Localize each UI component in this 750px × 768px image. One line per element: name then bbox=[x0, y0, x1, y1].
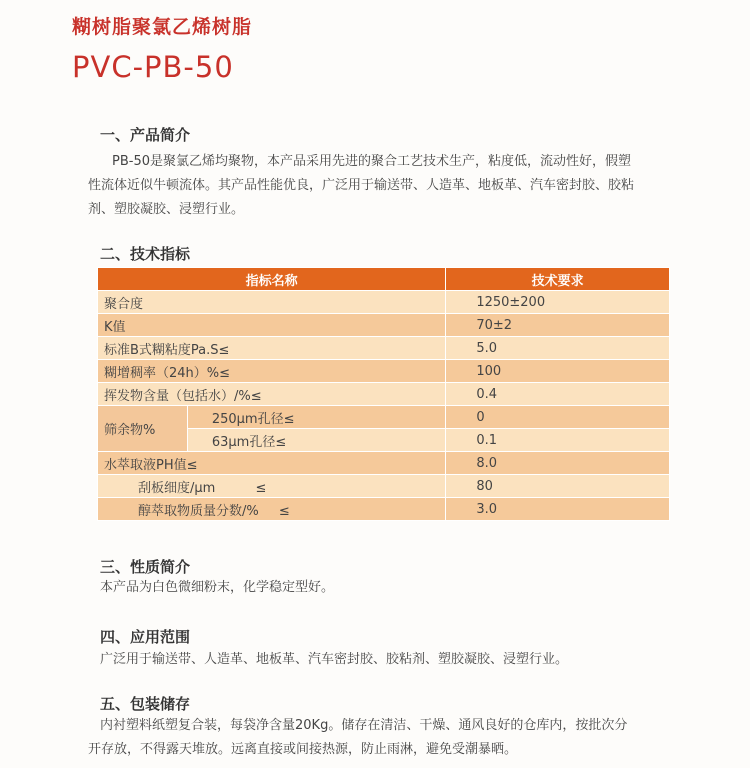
packaging-line: 内衬塑料纸塑复合装，每袋净含量20Kg。储存在清洁、干燥、通风良好的仓库内，按批次分 bbox=[100, 718, 628, 733]
leq-symbol: ≤ bbox=[278, 503, 290, 519]
spec-value: 0.4 bbox=[446, 383, 670, 406]
intro-paragraph bbox=[88, 150, 680, 222]
spec-name: 挥发物含量（包括水）/%≤ bbox=[98, 383, 446, 406]
section-heading-specs: 二、技术指标 bbox=[100, 245, 191, 263]
spec-name-text: 刮板细度/μm bbox=[138, 480, 216, 496]
column-header: 指标名称 bbox=[98, 268, 446, 291]
table-row bbox=[98, 291, 670, 314]
spec-subname: 250μm孔径≤ bbox=[187, 406, 445, 429]
document-title: 糊树脂聚氯乙烯树脂 bbox=[72, 16, 253, 38]
spec-name bbox=[98, 498, 446, 521]
packaging-paragraph bbox=[88, 714, 688, 762]
spec-value: 3.0 bbox=[446, 498, 670, 521]
spec-value: 5.0 bbox=[446, 337, 670, 360]
spec-name-sieve: 筛余物% bbox=[98, 406, 188, 452]
spec-value: 8.0 bbox=[446, 452, 670, 475]
spec-value: 70±2 bbox=[446, 314, 670, 337]
spec-name: 水萃取液PH值≤ bbox=[98, 452, 446, 475]
column-header: 技术要求 bbox=[446, 268, 670, 291]
table-header-row bbox=[98, 268, 670, 291]
leq-symbol: ≤ bbox=[255, 480, 267, 496]
spec-subname: 63μm孔径≤ bbox=[187, 429, 445, 452]
packaging-line: 开存放，不得露天堆放。远离直接或间接热源，防止雨淋，避免受潮暴晒。 bbox=[88, 742, 518, 757]
spec-value: 100 bbox=[446, 360, 670, 383]
spec-name: 糊增稠率（24h）%≤ bbox=[98, 360, 446, 383]
spec-table bbox=[97, 267, 670, 521]
section-heading-packaging: 五、包装储存 bbox=[100, 695, 191, 713]
table-row bbox=[98, 475, 670, 498]
intro-line: 剂、塑胶凝胶、浸塑行业。 bbox=[88, 202, 245, 217]
spec-name-text: 醇萃取物质量分数/% bbox=[138, 503, 259, 519]
intro-line: 性流体近似牛顿流体。其产品性能优良，广泛用于输送带、人造革、地板革、汽车密封胶、胶粘 bbox=[88, 178, 635, 193]
applications-text: 广泛用于输送带、人造革、地板革、汽车密封胶、胶粘剂、塑胶凝胶、浸塑行业。 bbox=[100, 652, 569, 667]
table-row bbox=[98, 383, 670, 406]
table-row bbox=[98, 452, 670, 475]
table-row bbox=[98, 498, 670, 521]
section-heading-intro: 一、产品简介 bbox=[100, 126, 191, 144]
spec-name bbox=[98, 475, 446, 498]
section-heading-properties: 三、性质简介 bbox=[100, 558, 191, 576]
spec-value: 80 bbox=[446, 475, 670, 498]
table-row bbox=[98, 406, 670, 429]
spec-name: 标准B式糊粘度Pa.S≤ bbox=[98, 337, 446, 360]
product-model: PVC-PB-50 bbox=[72, 50, 234, 84]
properties-text: 本产品为白色微细粉末，化学稳定型好。 bbox=[100, 580, 335, 595]
section-heading-applications: 四、应用范围 bbox=[100, 628, 191, 646]
table-row bbox=[98, 337, 670, 360]
intro-line: PB-50是聚氯乙烯均聚物，本产品采用先进的聚合工艺技术生产，粘度低，流动性好，假塑 bbox=[112, 154, 631, 169]
spec-name: 聚合度 bbox=[98, 291, 446, 314]
spec-value: 1250±200 bbox=[446, 291, 670, 314]
table-row bbox=[98, 360, 670, 383]
table-row bbox=[98, 314, 670, 337]
spec-value: 0.1 bbox=[446, 429, 670, 452]
spec-name: K值 bbox=[98, 314, 446, 337]
spec-value: 0 bbox=[446, 406, 670, 429]
